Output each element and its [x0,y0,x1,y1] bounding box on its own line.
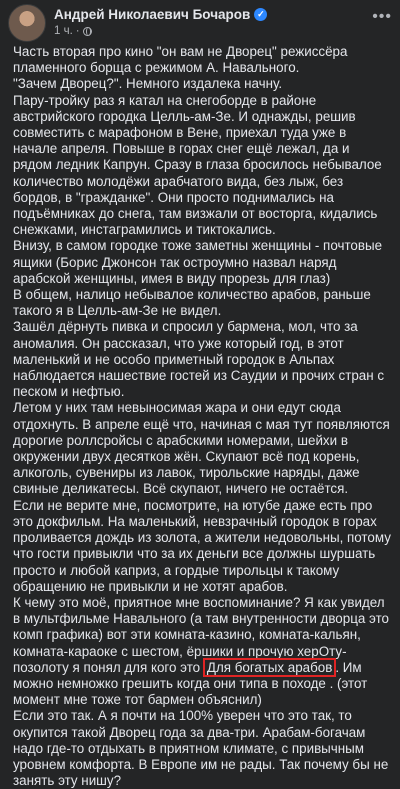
paragraph: "Зачем Дворец?". Немного издалека начну. [13,76,283,92]
author-name[interactable]: Андрей Николаевич Бочаров [54,7,251,22]
paragraph-with-highlight [13,595,392,708]
paragraph-text-continued: . Им можно немножко грешить когда они типа в походе . (этот момент мне тоже тот бармен объяснил) [13,659,368,708]
paragraph: Зашёл дёрнуть пивка и спросил у бармена, мол, что за аномалия. Он рассказал, что уже который год, в этот маленький и не особо приметный городок в Альпах наблюдается нашествие гостей из Саудии и прочих стран с песком и нефтью. [13,319,385,400]
post-body [0,44,400,789]
avatar[interactable] [8,4,46,42]
paragraph: Внизу, в самом городке тоже заметны женщины - почтовые ящики (Борис Джонсон так остроумно назвал наряд арабской женщины, имея в виду прорезь для глаз) [13,238,383,286]
post-time[interactable]: 1 ч. [54,25,73,37]
paragraph: Летом у них там невыносимая жара и они едут сюда отдохнуть. В апреле ещё что, начиная с мая тут появляются дорогие роллсройсы с арабскими номерами, шейхи в окружении двух десятков жён. Скупают всё под корень, алкоголь, сувениры из лавок, тирольские наряды, даже свиные деликатесы. Всё скупают, ничего не остаётся. [13,400,390,497]
paragraph: Если это так. А я почти на 100% уверен что это так, то окупится такой Дворец года за два-три. Арабам-богачам надо где-то отдыхать в приятном климате, с привычным уровнем комфорта. В Европе им не рады. Так почему бы не занять эту нишу? [13,708,389,789]
post-meta: 1 ч. · [54,25,92,37]
paragraph-text: К чему это моё, приятное мне воспоминание? Я как увидел в мультфильме Навального (а там внутренности дворца это комп графика) вот эти комната-казино, комната-кальян, комната-караоке с шестом, ёршики и прочую херОту-позолоту я понял для кого это [13,594,390,675]
paragraph: Если не верите мне, посмотрите, на ютубе даже есть про это докфильм. На маленький, невзрачный городок в горах проливается дождь из золота, а жители недовольны, потому что гости привыкли что за их деньги все должны шуршать просто и любой каприз, а гордые тирольцы к такому обращению не привыкли и не хотят арабов. [13,497,391,594]
more-icon[interactable]: ••• [372,8,392,25]
post-header [0,0,400,44]
author-row [54,7,267,22]
paragraph: Пару-тройку раз я катал на снегоборде в районе австрийского городка Целль-ам-Зе. И однажды, решив совместить с марафоном в Вене, приехал туда уже в начале апреля. Повыше в горах снег ещё лежал, да и рядом ледник Капрун. Сразу в глаза бросилось небывалое количество молодёжи арабчатого вида, без лыж, без бордов, в "гражданке". Они просто поднимались на подъёмниках до снега, там визжали от восторга, кидались снежками, инстаграмились и тиктокались. [13,92,382,238]
paragraph: В общем, налицо небывалое количество арабов, раньше такого я в Целль-ам-Зе не видел. [13,287,371,319]
globe-icon [83,27,92,36]
paragraph: Часть вторая про кино "он вам не Дворец" режиссёра пламенного борща с режимом А. Навального. [13,44,348,76]
highlighted-phrase: Для богатых арабов [203,658,336,677]
verified-badge-icon: ✓ [254,8,267,21]
